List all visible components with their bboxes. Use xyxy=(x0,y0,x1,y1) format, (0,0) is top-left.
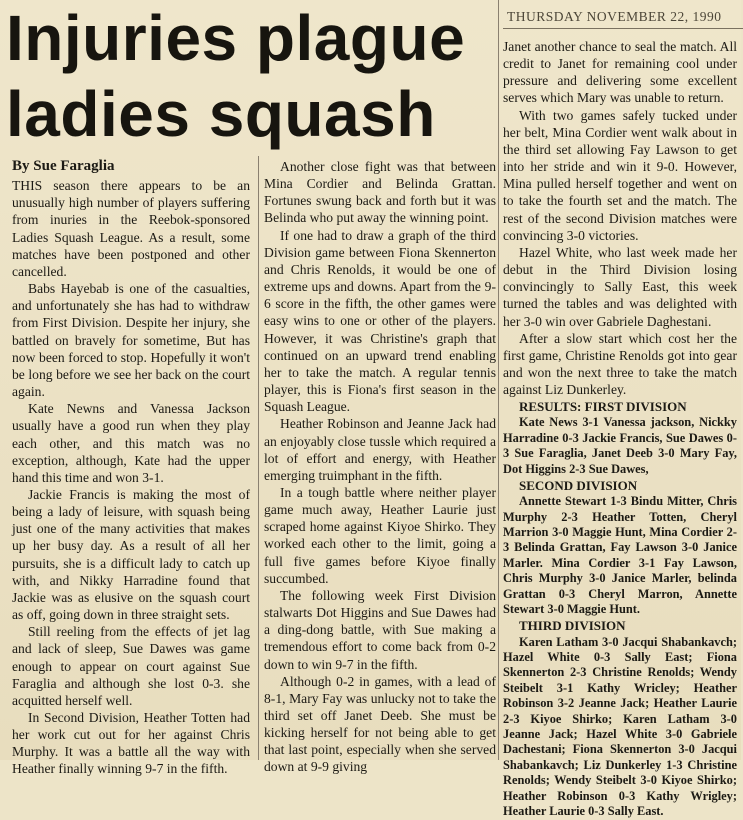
paragraph: THIS season there appears to be an unusually high number of players suffering from inuries in the Reebok-sponsored Ladies Squash League. As a result, some matches have been postponed and other cancelled. xyxy=(12,178,250,279)
paragraph: Kate Newns and Vanessa Jackson usually have a good run when they play each other, and this match was no exception, although, Kate had the upper hand this time and won 3-1. xyxy=(12,401,250,485)
article-column-3 xyxy=(503,38,737,819)
column-rule xyxy=(498,0,499,760)
paragraph: Janet another chance to seal the match. All credit to Janet for remaining cool under pressure and delivering some excellent serves which Mary was unable to return. xyxy=(503,39,737,106)
paragraph: Still reeling from the effects of jet lag and lack of sleep, Sue Dawes was game enough to appear on court against Sue Faraglia and although she lost 0-3. she acquitted herself well. xyxy=(12,624,250,708)
paragraph: If one had to draw a graph of the third Division game between Fiona Skennerton and Chris Renolds, it would be one of extreme ups and downs. Apart from the 9-6 score in the fifth, the other games were easy wins to one or other of the players. However, it was Christine's graph that continued on an upward trend enabling her to take the match. A regular tennis player, this is Fiona's first season in the Squash League. xyxy=(264,227,496,415)
paragraph: After a slow start which cost her the first game, Christine Renolds got into gear and won the next three to take the match against Liz Dunkerley. xyxy=(503,330,737,398)
headline-line-1: Injuries plague xyxy=(6,2,466,74)
headline-line-2: ladies squash xyxy=(6,78,436,150)
results-second-division: Annette Stewart 1-3 Bindu Mitter, Chris Murphy 2-3 Heather Totten, Cheryl Marrion 3-0 Maggie Hunt, Mina Cordier 2-3 Belinda Grattan, Fay Lawson 3-0 Janice Marler. Mina Cordier 3-1 Fay Lawson, Chris Murphy 3-0 Janice Marler, belinda Grattan 0-3 Cheryl Marron, Annette Stewart 3-0 Maggie Hunt. xyxy=(503,494,737,617)
paragraph: Although 0-2 in games, with a lead of 8-1, Mary Fay was unlucky not to take the third set off Janet Deeb. She must be kicking herself for not being able to get that last point, especially when she served down at 9-9 giving xyxy=(264,673,496,775)
article-column-1 xyxy=(12,158,250,777)
results-second-division-heading: SECOND DIVISION xyxy=(519,478,638,494)
results-third-division-heading: THIRD DIVISION xyxy=(519,618,626,634)
paragraph: Jackie Francis is making the most of being a lady of leisure, with squash being just one of the many activities that makes up her busy day. As a result of all her pursuits, she is a difficult lady to catch up with, and Nikky Harradine found that Jackie was as elusive on the squash court as off, going down in three straight sets. xyxy=(12,486,250,623)
byline: By Sue Faraglia xyxy=(12,158,115,174)
paragraph: Heather Robinson and Jeanne Jack had an enjoyably close tussle which required a lot of effort and energy, with Heather emerging truimphant in the fifth. xyxy=(264,416,496,483)
column-rule xyxy=(258,156,259,760)
paragraph: Babs Hayebab is one of the casualties, and unfortunately she has had to withdraw from First Division. Despite her injury, she battled on bravely for sometime, But has now been forced to stop. Hopefully it won't be long before we see her back on the court again. xyxy=(12,281,250,400)
article-column-2 xyxy=(264,158,496,775)
paragraph: In a tough battle where neither player game much away, Heather Laurie just scraped home against Kiyoe Shirko. They worked each other to the limit, going a full five games before Kiyoe finally succumbed. xyxy=(264,484,496,586)
results-third-division: Karen Latham 3-0 Jacqui Shabankavch; Hazel White 0-3 Sally East; Fiona Skennerton 2-3 Christine Renolds; Wendy Steibelt 3-1 Kathy Wricley; Heather Robinson 3-2 Jeanne Jack; Heather Laurie 2-3 Kiyoe Shirko; Karen Latham 3-0 Jeanne Jack; Hazel White 3-0 Gabriele Dachestani; Fiona Skennerton 3-0 Jacqui Shabankavch; Liz Dunkerley 1-3 Christine Renolds; Wendy Steibelt 3-0 Kiyoe Shirko; Heather Robinson 0-3 Kathy Wrigley; Heather Laurie 0-3 Sally East. xyxy=(503,634,737,819)
results-first-division-heading: RESULTS: FIRST DIVISION xyxy=(519,399,687,415)
paragraph: Another close fight was that between Mina Cordier and Belinda Grattan. Fortunes swung back and forth but it was Belinda who put away the winning point. xyxy=(264,159,496,226)
paragraph: With two games safely tucked under her belt, Mina Cordier went walk about in the third set allowing Fay Lawson to get into her stride and win it 9-0. However, Mina pulled herself together and went on to take the fourth set and the match. The rest of the second Division matches were convincing 3-0 victories. xyxy=(503,107,737,243)
paragraph: The following week First Division stalwarts Dot Higgins and Sue Dawes had a ding-dong battle, with Sue making a tremendous effort to come back from 0-2 down to win 9-7 in the fifth. xyxy=(264,587,496,672)
paragraph: In Second Division, Heather Totten had her work cut out for her against Chris Murphy. It was a battle all the way with Heather finally winning 9-7 in the fifth. xyxy=(12,710,250,777)
headline xyxy=(6,0,500,152)
paragraph: Hazel White, who last week made her debut in the Third Division losing convincingly to Sally East, this week turned the tables and was delighted with her 3-0 win over Gabriele Daghestani. xyxy=(503,244,737,329)
results-first-division: Kate News 3-1 Vanessa jackson, Nickky Harradine 0-3 Jackie Francis, Sue Dawes 0-3 Sue Faraglia, Janet Deeb 3-0 Mary Fay, Dot Higgins 2-3 Sue Dawes, xyxy=(503,415,737,476)
dateline: THURSDAY NOVEMBER 22, 1990 xyxy=(503,6,743,29)
